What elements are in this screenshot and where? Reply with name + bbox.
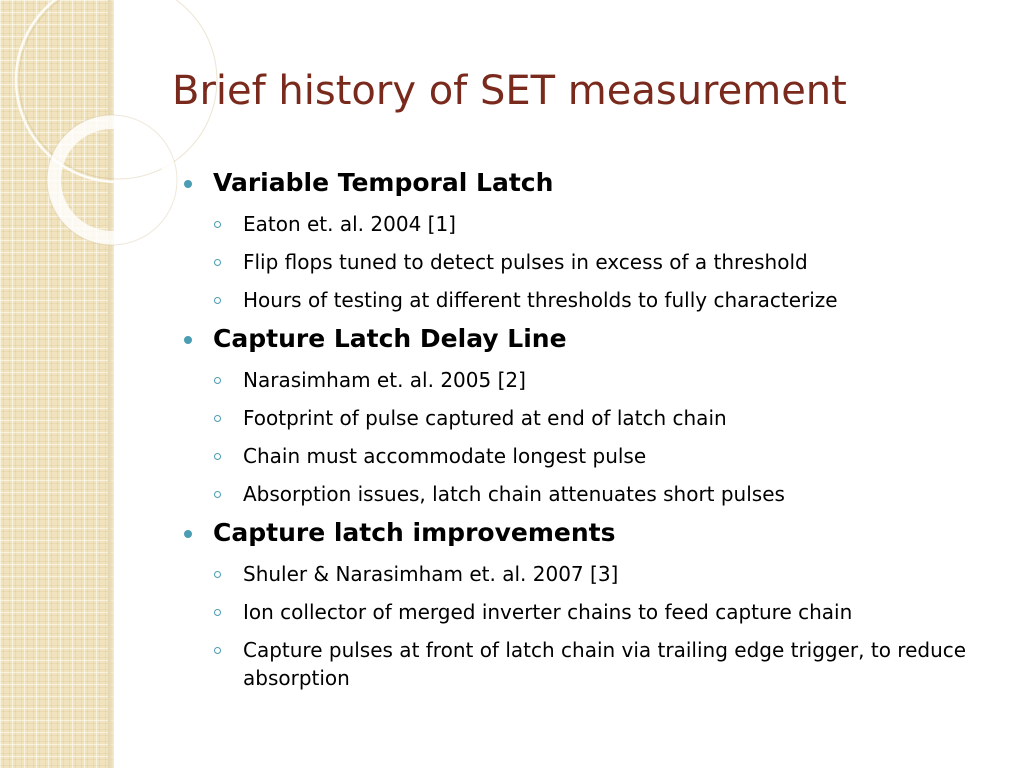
section-heading [184, 166, 974, 200]
section-heading [184, 322, 974, 356]
ring-bullet-icon [214, 571, 221, 578]
list-item-text: Ion collector of merged inverter chains to feed capture chain [243, 600, 853, 624]
bullet-dot-icon [184, 180, 192, 188]
section-heading-text: Capture Latch Delay Line [213, 324, 567, 353]
decorative-ring-small [54, 122, 170, 238]
section-heading-text: Capture latch improvements [213, 518, 616, 547]
list-item [184, 404, 974, 432]
list-item-text: Shuler & Narasimham et. al. 2007 [3] [243, 562, 619, 586]
ring-bullet-icon [214, 221, 221, 228]
slide-title: Brief history of SET measurement [172, 68, 847, 114]
ring-bullet-icon [214, 297, 221, 304]
list-item [184, 598, 974, 626]
list-item [184, 560, 974, 588]
bullet-list [184, 166, 974, 692]
list-item-text: Footprint of pulse captured at end of latch chain [243, 406, 727, 430]
ring-bullet-icon [214, 377, 221, 384]
list-item [184, 480, 974, 508]
list-item [184, 366, 974, 394]
ring-bullet-icon [214, 415, 221, 422]
list-item [184, 286, 974, 314]
list-item-text: Chain must accommodate longest pulse [243, 444, 647, 468]
ring-bullet-icon [214, 609, 221, 616]
list-item [184, 248, 974, 276]
ring-bullet-icon [214, 259, 221, 266]
list-item-text: Flip flops tuned to detect pulses in excess of a threshold [243, 250, 808, 274]
decorative-rings [0, 0, 200, 300]
list-item-text: Hours of testing at different thresholds to fully characterize [243, 288, 838, 312]
list-item [184, 442, 974, 470]
list-item-text: Narasimham et. al. 2005 [2] [243, 368, 526, 392]
ring-bullet-icon [214, 491, 221, 498]
list-item [184, 636, 974, 692]
list-item [184, 210, 974, 238]
ring-bullet-icon [214, 647, 221, 654]
list-item-text: Absorption issues, latch chain attenuates short pulses [243, 482, 785, 506]
list-item-text: Capture pulses at front of latch chain via trailing edge trigger, to reduce absorption [243, 638, 967, 690]
ring-bullet-icon [214, 453, 221, 460]
list-item-text: Eaton et. al. 2004 [1] [243, 212, 456, 236]
bullet-dot-icon [184, 530, 192, 538]
section-heading [184, 516, 974, 550]
bullet-dot-icon [184, 336, 192, 344]
section-heading-text: Variable Temporal Latch [213, 168, 554, 197]
